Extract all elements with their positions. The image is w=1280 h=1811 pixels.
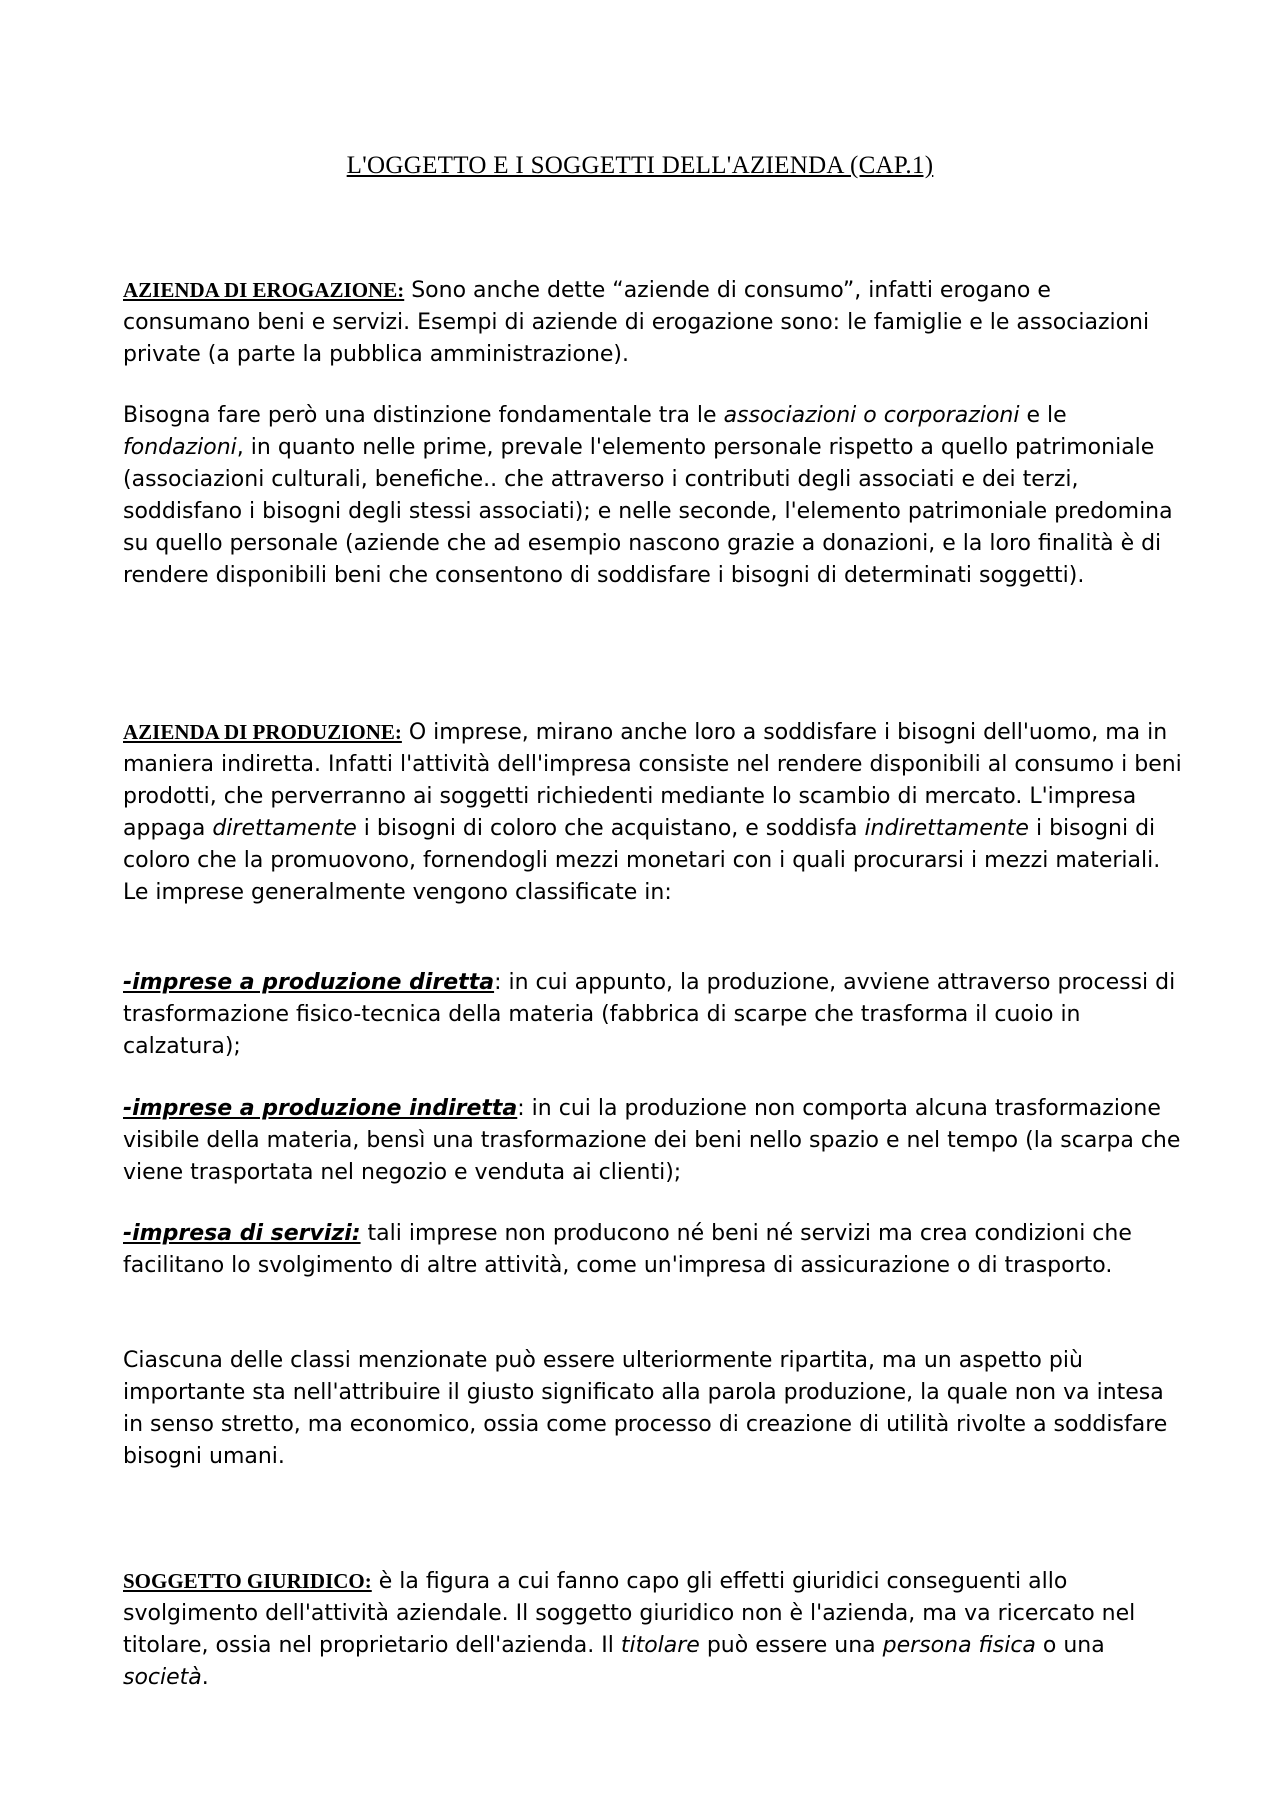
distinzione-emphasis-fondazioni: fondazioni [123, 435, 237, 460]
produzione-emphasis-indirettamente: indirettamente [864, 816, 1029, 841]
giuridico-emphasis-societa: società [123, 1665, 202, 1690]
paragraph-soggetto-giuridico [123, 1565, 1183, 1694]
produzione-text-1: O imprese, mirano anche loro a soddisfare i bisogni dell'uomo, ma in maniera indiretta. Infatti l'attività dell'impresa consiste nel rendere disponibili al consumo i beni prodotti, che perverranno ai soggetti richiedenti mediante lo scambio di mercato. L'impresa appaga [123, 720, 1182, 841]
heading-azienda-erogazione: AZIENDA DI EROGAZIONE: [123, 278, 405, 302]
paragraph-azienda-erogazione [123, 274, 1183, 371]
term-imprese-produzione-indiretta: -imprese a produzione indiretta [123, 1096, 518, 1121]
paragraph-classi [123, 1345, 1183, 1473]
classi-text: Ciascuna delle classi menzionate può essere ulteriormente ripartita, ma un aspetto più importante sta nell'attribuire il giusto significato alla parola produzione, la quale non va intesa in senso stretto, ma economico, ossia come processo di creazione di utilità rivolte a soddisfare bisogni umani. [123, 1348, 1168, 1469]
heading-soggetto-giuridico: SOGGETTO GIURIDICO: [123, 1569, 372, 1593]
paragraph-imprese-indiretta [123, 1093, 1183, 1189]
giuridico-emphasis-persona-fisica: persona fisica [882, 1633, 1036, 1658]
servizi-text: tali imprese non producono né beni né servizi ma crea condizioni che facilitano lo svolgimento di altre attività, come un'impresa di assicurazione o di trasporto. [123, 1221, 1132, 1278]
produzione-emphasis-direttamente: direttamente [212, 816, 357, 841]
distinzione-text-1: Bisogna fare però una distinzione fondamentale tra le [123, 403, 724, 428]
giuridico-text-1: è la figura a cui fanno capo gli effetti giuridici conseguenti allo svolgimento dell'attività aziendale. Il soggetto giuridico non è l'azienda, ma va ricercato nel titolare, ossia nel proprietario dell'azienda. Il [123, 1569, 1136, 1658]
paragraph-distinzione [123, 400, 1183, 592]
distinzione-emphasis-associazioni: associazioni o corporazioni [723, 403, 1020, 428]
giuridico-text-3: o una [1035, 1633, 1105, 1658]
giuridico-emphasis-titolare: titolare [620, 1633, 700, 1658]
paragraph-imprese-diretta [123, 967, 1183, 1063]
paragraph-azienda-produzione [123, 716, 1183, 909]
term-imprese-produzione-diretta: -imprese a produzione diretta [123, 970, 495, 995]
giuridico-text-2: può essere una [699, 1633, 883, 1658]
document-title: L'OGGETTO E I SOGGETTI DELL'AZIENDA (CAP.1) [346, 152, 934, 179]
erogazione-text: Sono anche dette “aziende di consumo”, infatti erogano e consumano beni e servizi. Esempi di aziende di erogazione sono: le famiglie e le associazioni private (a parte la pubblica amministrazione). [123, 278, 1150, 367]
diretta-text: : in cui appunto, la produzione, avviene attraverso processi di trasformazione fisico-tecnica della materia (fabbrica di scarpe che trasforma il cuoio in calzatura); [123, 970, 1176, 1059]
term-impresa-servizi: -impresa di servizi: [123, 1221, 361, 1246]
indiretta-text: : in cui la produzione non comporta alcuna trasformazione visibile della materia, bensì una trasformazione dei beni nello spazio e nel tempo (la scarpa che viene trasportata nel negozio e venduta ai clienti); [123, 1096, 1181, 1185]
produzione-text-2: i bisogni di coloro che acquistano, e soddisfa [356, 816, 865, 841]
produzione-text-3: i bisogni di coloro che la promuovono, fornendogli mezzi monetari con i quali procurarsi i mezzi materiali. Le imprese generalmente vengono classificate in: [123, 816, 1161, 905]
giuridico-text-4: . [201, 1665, 209, 1690]
heading-azienda-produzione: AZIENDA DI PRODUZIONE: [123, 720, 402, 744]
distinzione-text-2: e le [1019, 403, 1067, 428]
distinzione-text-3: , in quanto nelle prime, prevale l'elemento personale rispetto a quello patrimoniale (associazioni culturali, benefiche.. che attraverso i contributi degli associati e dei terzi, soddisfano i bisogni degli stessi associati); e nelle seconde, l'elemento patrimoniale predomina su quello personale (aziende che ad esempio nascono grazie a donazioni, e la loro finalità è di rendere disponibili beni che consentono di soddisfare i bisogni di determinati soggetti). [123, 435, 1173, 588]
paragraph-impresa-servizi [123, 1218, 1183, 1282]
